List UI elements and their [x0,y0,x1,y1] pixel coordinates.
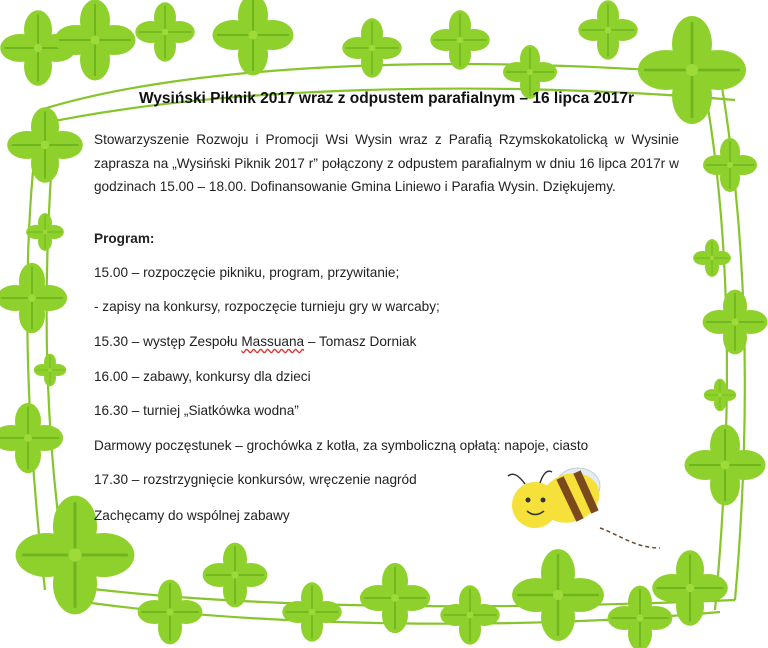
page-title: Wysiński Piknik 2017 wraz z odpustem parafialnym – 16 lipca 2017r [138,90,635,107]
program-item [94,334,416,349]
program-item: 16.00 – zabawy, konkursy dla dzieci [94,369,311,384]
program-item: 17.30 – rozstrzygnięcie konkursów, wręczenie nagród [94,472,417,487]
program-item: Darmowy poczęstunek – grochówka z kotła, za symboliczną opłatą: napoje, ciasto [94,438,589,453]
program-item: 15.00 – rozpoczęcie pikniku, program, przywitanie; [94,265,400,280]
band-name: Massuana [241,334,305,349]
program-heading: Program: [94,231,155,246]
closing-line: Zachęcamy do wspólnej zabawy [94,508,290,523]
bee-illustration [508,465,660,548]
program-item: - zapisy na konkursy, rozpoczęcie turnieju gry w warcaby; [94,299,440,314]
intro-paragraph: Stowarzyszenie Rozwoju i Promocji Wsi Wysin wraz z Parafią Rzymskokatolicką w Wysinie zaprasza na „Wysiński Piknik 2017 r” połączony z odpustem parafialnym w dniu 16 lipca 2017r w godzinach 15.00 – 18.00. Dofinansowanie Gmina Liniewo i Parafia Wysin. Dziękujemy. [94,132,679,194]
program-item-time: 15.30 – występ Zespołu [94,334,242,349]
program-item: 16.30 – turniej „Siatkówka wodna” [94,403,299,418]
program-item-rest: – Tomasz Dorniak [304,334,417,349]
